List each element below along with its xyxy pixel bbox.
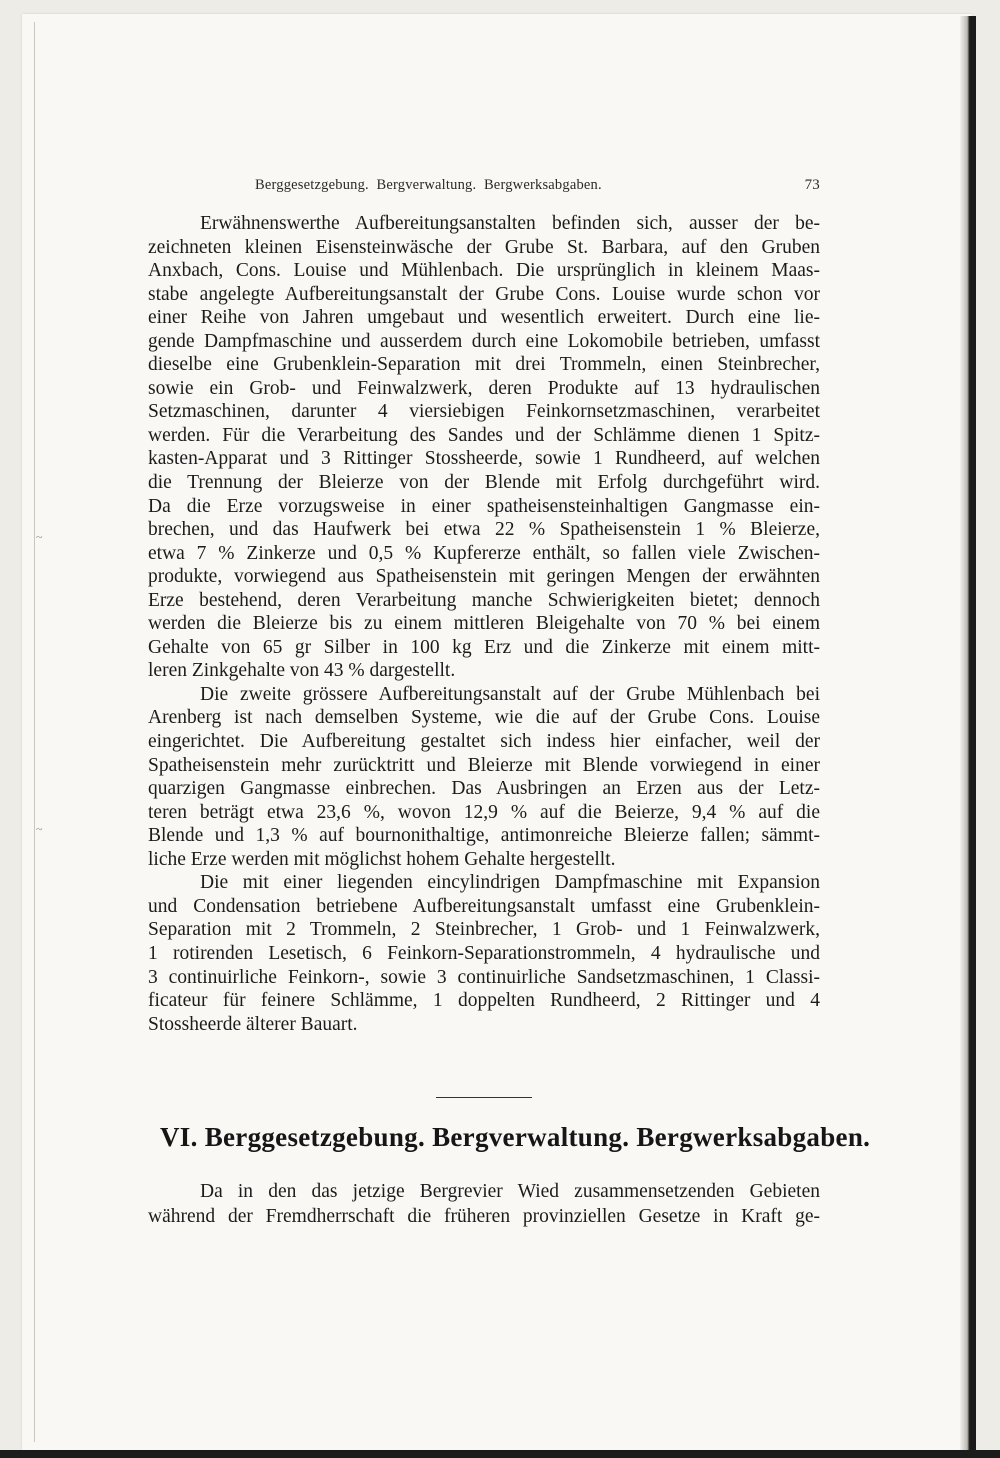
margin-speck: ~	[36, 530, 43, 544]
text-line: kasten-Apparat und 3 Rittinger Stossheerde, sowie 1 Rundheerd, auf welchen	[148, 448, 820, 470]
text-line: Arenberg ist nach demselben Systeme, wie die auf der Grube Cons. Louise	[148, 707, 820, 729]
text-line: Gehalte von 65 gr Silber in 100 kg Erz und die Zinkerze mit einem mitt-	[148, 636, 820, 658]
text-line: teren beträgt etwa 23,6 %, wovon 12,9 % auf die Beierze, 9,4 % auf die	[148, 801, 820, 823]
text-line: werden die Bleierze bis zu einem mittleren Bleigehalte von 70 % bei einem	[148, 613, 820, 635]
text-line: Spatheisenstein mehr zurücktritt und Bleierze mit Blende vorwiegend in einer	[148, 754, 820, 776]
section-divider	[436, 1097, 532, 1098]
text-line: Die mit einer liegenden eincylindrigen Dampfmaschine mit Expansion	[200, 872, 820, 894]
text-line: Separation mit 2 Trommeln, 2 Steinbrecher, 1 Grob- und 1 Feinwalzwerk,	[148, 919, 820, 941]
page-number: 73	[804, 177, 820, 193]
text-line: Stossheerde älterer Bauart.	[148, 1013, 358, 1035]
text-line: Anxbach, Cons. Louise und Mühlenbach. Die ursprünglich in kleinem Maas-	[148, 260, 820, 282]
text-line: sowie ein Grob- und Feinwalzwerk, deren Produkte auf 13 hydraulischen	[148, 377, 820, 399]
text-line: Da die Erze vorzugsweise in einer spatheisensteinhaltigen Gangmasse ein-	[148, 495, 820, 517]
scan-border	[0, 1450, 1000, 1458]
text-line: eingerichtet. Die Aufbereitung gestaltet sich indess hier einfacher, weil der	[148, 731, 820, 753]
running-head	[255, 177, 825, 197]
text-line: zeichneten kleinen Eisensteinwäsche der Grube St. Barbara, auf den Gruben	[148, 236, 820, 258]
paragraph	[148, 683, 820, 871]
paragraph	[148, 871, 820, 1036]
body-text	[148, 212, 820, 1036]
margin-speck: ~	[36, 822, 43, 836]
text-line: einer Reihe von Jahren umgebaut und wesentlich erweitert. Durch eine lie-	[148, 307, 820, 329]
text-line: gende Dampfmaschine und ausserdem durch eine Lokomobile betrieben, umfasst	[148, 330, 820, 352]
section-heading: VI. Berggesetzgebung. Bergverwaltung. Bergwerksabgaben.	[160, 1122, 871, 1152]
text-line: Die zweite grössere Aufbereitungsanstalt auf der Grube Mühlenbach bei	[200, 683, 820, 705]
gutter-shadow	[34, 22, 35, 1442]
text-line: stabe angelegte Aufbereitungsanstalt der Grube Cons. Louise wurde schon vor	[148, 283, 820, 305]
running-head-title: Berggesetzgebung. Bergverwaltung. Bergwerksabgaben.	[255, 177, 602, 193]
text-line: die Trennung der Bleierze von der Blende mit Erfolg durchgeführt wird.	[148, 472, 820, 494]
text-line: liche Erze werden mit möglichst hohem Gehalte hergestellt.	[148, 848, 616, 870]
text-line: Blende und 1,3 % auf bournonithaltige, antimonreiche Bleierze fallen; sämmt-	[148, 825, 820, 847]
text-line: leren Zinkgehalte von 43 % dargestellt.	[148, 660, 456, 682]
text-line: Erwähnenswerthe Aufbereitungsanstalten befinden sich, ausser der be-	[200, 213, 820, 234]
page-edge	[960, 16, 976, 1454]
text-line: werden. Für die Verarbeitung des Sandes und der Schlämme dienen 1 Spitz-	[148, 424, 820, 446]
text-line: Erze bestehend, deren Verarbeitung manche Schwierigkeiten bietet; dennoch	[148, 589, 820, 611]
text-line: etwa 7 % Zinkerze und 0,5 % Kupfererze enthält, so fallen viele Zwischen-	[148, 542, 820, 564]
text-line: und Condensation betriebene Aufbereitungsanstalt umfasst eine Grubenklein-	[148, 895, 820, 917]
text-line: Da in den das jetzige Bergrevier Wied zusammensetzenden Gebieten	[200, 1181, 820, 1202]
text-line: 3 continuirliche Feinkorn-, sowie 3 continuirliche Sandsetzmaschinen, 1 Classi-	[148, 966, 820, 988]
text-line: während der Fremdherrschaft die früheren provinziellen Gesetze in Kraft ge-	[148, 1205, 820, 1227]
text-line: produkte, vorwiegend aus Spatheisenstein mit geringen Mengen der erwähnten	[148, 566, 820, 588]
text-line: brechen, und das Haufwerk bei etwa 22 % Spatheisenstein 1 % Bleierze,	[148, 519, 820, 541]
section-paragraph	[148, 1180, 820, 1229]
text-line: quarzigen Gangmasse einbrechen. Das Ausbringen an Erzen aus der Letz-	[148, 778, 820, 800]
text-line: ficateur für feinere Schlämme, 1 doppelten Rundheerd, 2 Rittinger und 4	[148, 990, 820, 1012]
text-line: 1 rotirenden Lesetisch, 6 Feinkorn-Separationstrommeln, 4 hydraulische und	[148, 942, 820, 964]
text-line: Setzmaschinen, darunter 4 viersiebigen Feinkornsetzmaschinen, verarbeitet	[148, 401, 820, 423]
text-line: dieselbe eine Grubenklein-Separation mit drei Trommeln, einen Steinbrecher,	[148, 354, 820, 376]
paragraph	[148, 212, 820, 683]
